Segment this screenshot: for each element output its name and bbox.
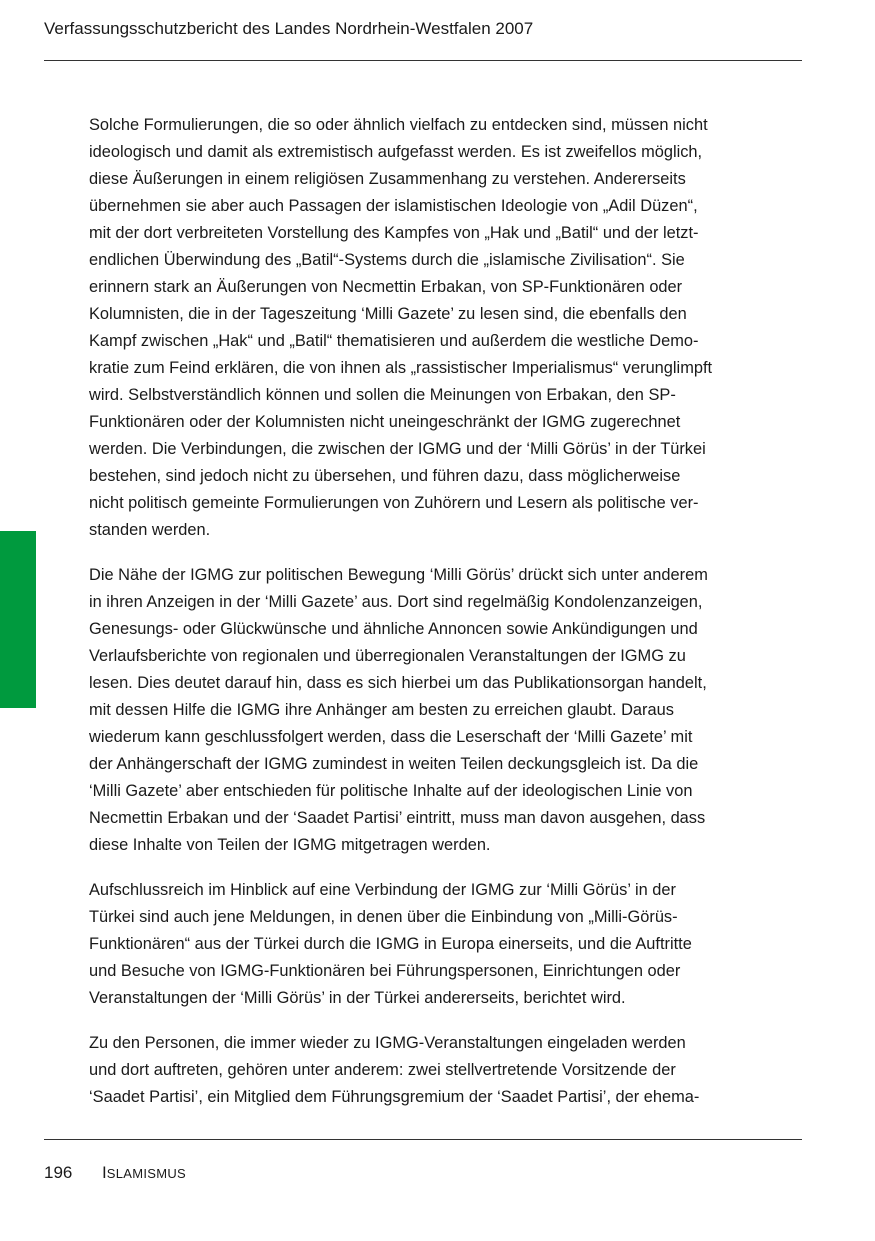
- text-line: ‘Saadet Partisi’, ein Mitglied dem Führungsgremium der ‘Saadet Partisi’, der ehema-: [89, 1088, 700, 1106]
- text-line: kratie zum Feind erklären, die von ihnen als „rassistischer Imperialismus“ verunglimpft: [89, 359, 713, 377]
- text-line: Zu den Personen, die immer wieder zu IGMG-Veranstaltungen eingeladen werden: [89, 1034, 686, 1052]
- text-line: mit der dort verbreiteten Vorstellung des Kampfes von „Hak und „Batil“ und der letzt-: [89, 224, 699, 242]
- header-rule: [44, 60, 802, 61]
- body-text: [89, 112, 801, 1129]
- text-line: bestehen, sind jedoch nicht zu übersehen, und führen dazu, dass möglicherweise: [89, 467, 681, 485]
- paragraph: [89, 562, 801, 859]
- text-line: Genesungs- oder Glückwünsche und ähnliche Annoncen sowie Ankündigungen und: [89, 620, 698, 638]
- text-line: nicht politisch gemeinte Formulierungen von Zuhörern und Lesern als politische ver-: [89, 494, 699, 512]
- text-line: Türkei sind auch jene Meldungen, in denen über die Einbindung von „Milli-Görüs-: [89, 908, 678, 926]
- text-line: standen werden.: [89, 521, 211, 539]
- text-line: und Besuche von IGMG-Funktionären bei Führungspersonen, Einrichtungen oder: [89, 962, 681, 980]
- text-line: wird. Selbstverständlich können und sollen die Meinungen von Erbakan, den SP-: [89, 386, 676, 404]
- text-line: Funktionären“ aus der Türkei durch die IGMG in Europa einerseits, und die Auftritte: [89, 935, 692, 953]
- text-line: Verlaufsberichte von regionalen und überregionalen Veranstaltungen der IGMG zu: [89, 647, 686, 665]
- text-line: Funktionären oder der Kolumnisten nicht uneingeschränkt der IGMG zugerechnet: [89, 413, 681, 431]
- running-header: [44, 18, 804, 40]
- text-line: wiederum kann geschlussfolgert werden, dass die Leserschaft der ‘Milli Gazete’ mit: [89, 728, 693, 746]
- text-line: erinnern stark an Äußerungen von Necmettin Erbakan, von SP-Funktionären oder: [89, 278, 683, 296]
- text-line: ideologisch und damit als extremistisch aufgefasst werden. Es ist zweifellos möglich,: [89, 143, 703, 161]
- text-line: Necmettin Erbakan und der ‘Saadet Partisi’ eintritt, muss man davon ausgehen, dass: [89, 809, 706, 827]
- text-line: und dort auftreten, gehören unter anderem: zwei stellvertretende Vorsitzende der: [89, 1061, 676, 1079]
- page-footer: [44, 1162, 186, 1185]
- text-line: der Anhängerschaft der IGMG zumindest in weiten Teilen deckungsgleich ist. Da die: [89, 755, 699, 773]
- text-line: übernehmen sie aber auch Passagen der islamistischen Ideologie von „Adil Düzen“,: [89, 197, 698, 215]
- paragraph: [89, 112, 801, 544]
- text-line: mit dessen Hilfe die IGMG ihre Anhänger am besten zu erreichen glaubt. Daraus: [89, 701, 674, 719]
- paragraph: [89, 877, 801, 1012]
- footer-rule: [44, 1139, 802, 1140]
- text-line: Aufschlussreich im Hinblick auf eine Verbindung der IGMG zur ‘Milli Görüs’ in der: [89, 881, 676, 899]
- section-name-rest: SLAMISMUS: [106, 1166, 187, 1181]
- page-number: 196: [44, 1163, 73, 1182]
- section-name-initial: I: [102, 1163, 107, 1182]
- text-line: Solche Formulierungen, die so oder ähnlich vielfach zu entdecken sind, müssen nicht: [89, 116, 708, 134]
- paragraph: [89, 1030, 801, 1111]
- text-line: Die Nähe der IGMG zur politischen Bewegung ‘Milli Görüs’ drückt sich unter anderem: [89, 566, 708, 584]
- text-line: diese Äußerungen in einem religiösen Zusammenhang zu verstehen. Andererseits: [89, 170, 686, 188]
- text-line: Kampf zwischen „Hak“ und „Batil“ thematisieren und außerdem die westliche Demo-: [89, 332, 699, 350]
- text-line: endlichen Überwindung des „Batil“-Systems durch die „islamische Zivilisation“. Sie: [89, 251, 685, 269]
- text-line: ‘Milli Gazete’ aber entschieden für politische Inhalte auf der ideologischen Linie von: [89, 782, 693, 800]
- chapter-color-tab: [0, 531, 36, 708]
- text-line: werden. Die Verbindungen, die zwischen der IGMG und der ‘Milli Görüs’ in der Türkei: [89, 440, 706, 458]
- text-line: lesen. Dies deutet darauf hin, dass es sich hierbei um das Publikationsorgan handelt,: [89, 674, 707, 692]
- text-line: Veranstaltungen der ‘Milli Görüs’ in der Türkei andererseits, berichtet wird.: [89, 989, 626, 1007]
- text-line: in ihren Anzeigen in der ‘Milli Gazete’ aus. Dort sind regelmäßig Kondolenzanzeigen,: [89, 593, 703, 611]
- text-line: Kolumnisten, die in der Tageszeitung ‘Milli Gazete’ zu lesen sind, die ebenfalls den: [89, 305, 687, 323]
- text-line: diese Inhalte von Teilen der IGMG mitgetragen werden.: [89, 836, 491, 854]
- header-title: Verfassungsschutzbericht des Landes Nordrhein-Westfalen 2007: [44, 19, 534, 38]
